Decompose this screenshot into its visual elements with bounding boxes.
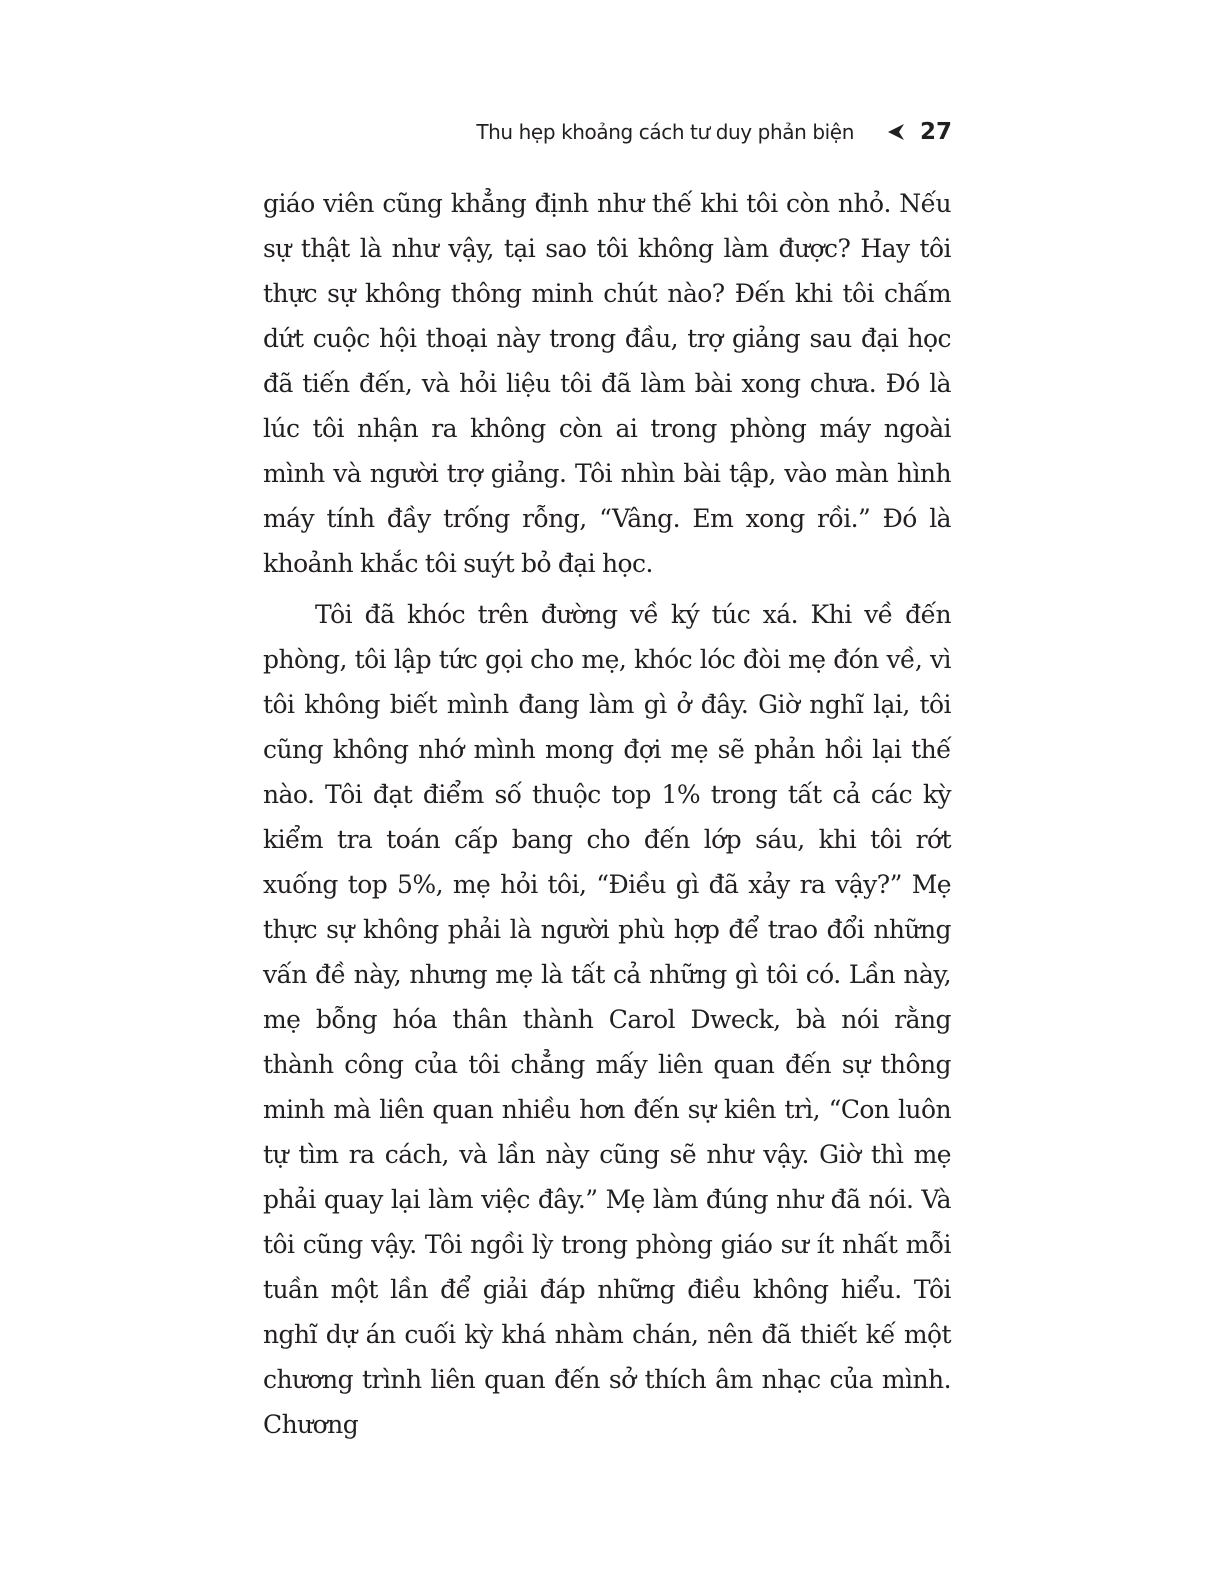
left-arrow-icon: [886, 122, 906, 142]
running-header: [476, 112, 952, 152]
body-text: [263, 181, 951, 1447]
page-number: 27: [919, 119, 952, 145]
paragraph-continued: giáo viên cũng khẳng định như thế khi tôi còn nhỏ. Nếu sự thật là như vậy, tại sao tôi không làm được? Hay tôi thực sự không thông minh chút nào? Đến khi tôi chấm dứt cuộc hội thoại này trong đầu, trợ giảng sau đại học đã tiến đến, và hỏi liệu tôi đã làm bài xong chưa. Đó là lúc tôi nhận ra không còn ai trong phòng máy ngoài mình và người trợ giảng. Tôi nhìn bài tập, vào màn hình máy tính đầy trống rỗng, “Vâng. Em xong rồi.” Đó là khoảnh khắc tôi suýt bỏ đại học.: [263, 189, 951, 578]
paragraph: Tôi đã khóc trên đường về ký túc xá. Khi về đến phòng, tôi lập tức gọi cho mẹ, khóc lóc đòi mẹ đón về, vì tôi không biết mình đang làm gì ở đây. Giờ nghĩ lại, tôi cũng không nhớ mình mong đợi mẹ sẽ phản hồi lại thế nào. Tôi đạt điểm số thuộc top 1% trong tất cả các kỳ kiểm tra toán cấp bang cho đến lớp sáu, khi tôi rớt xuống top 5%, mẹ hỏi tôi, “Điều gì đã xảy ra vậy?” Mẹ thực sự không phải là người phù hợp để trao đổi những vấn đề này, nhưng mẹ là tất cả những gì tôi có. Lần này, mẹ bỗng hóa thân thành Carol Dweck, bà nói rằng thành công của tôi chẳng mấy liên quan đến sự thông minh mà liên quan nhiều hơn đến sự kiên trì, “Con luôn tự tìm ra cách, và lần này cũng sẽ như vậy. Giờ thì mẹ phải quay lại làm việc đây.” Mẹ làm đúng như đã nói. Và tôi cũng vậy. Tôi ngồi lỳ trong phòng giáo sư ít nhất mỗi tuần một lần để giải đáp những điều không hiểu. Tôi nghĩ dự án cuối kỳ khá nhàm chán, nên đã thiết kế một chương trình liên quan đến sở thích âm nhạc của mình. Chương: [263, 600, 951, 1439]
running-title: Thu hẹp khoảng cách tư duy phản biện: [476, 120, 854, 144]
